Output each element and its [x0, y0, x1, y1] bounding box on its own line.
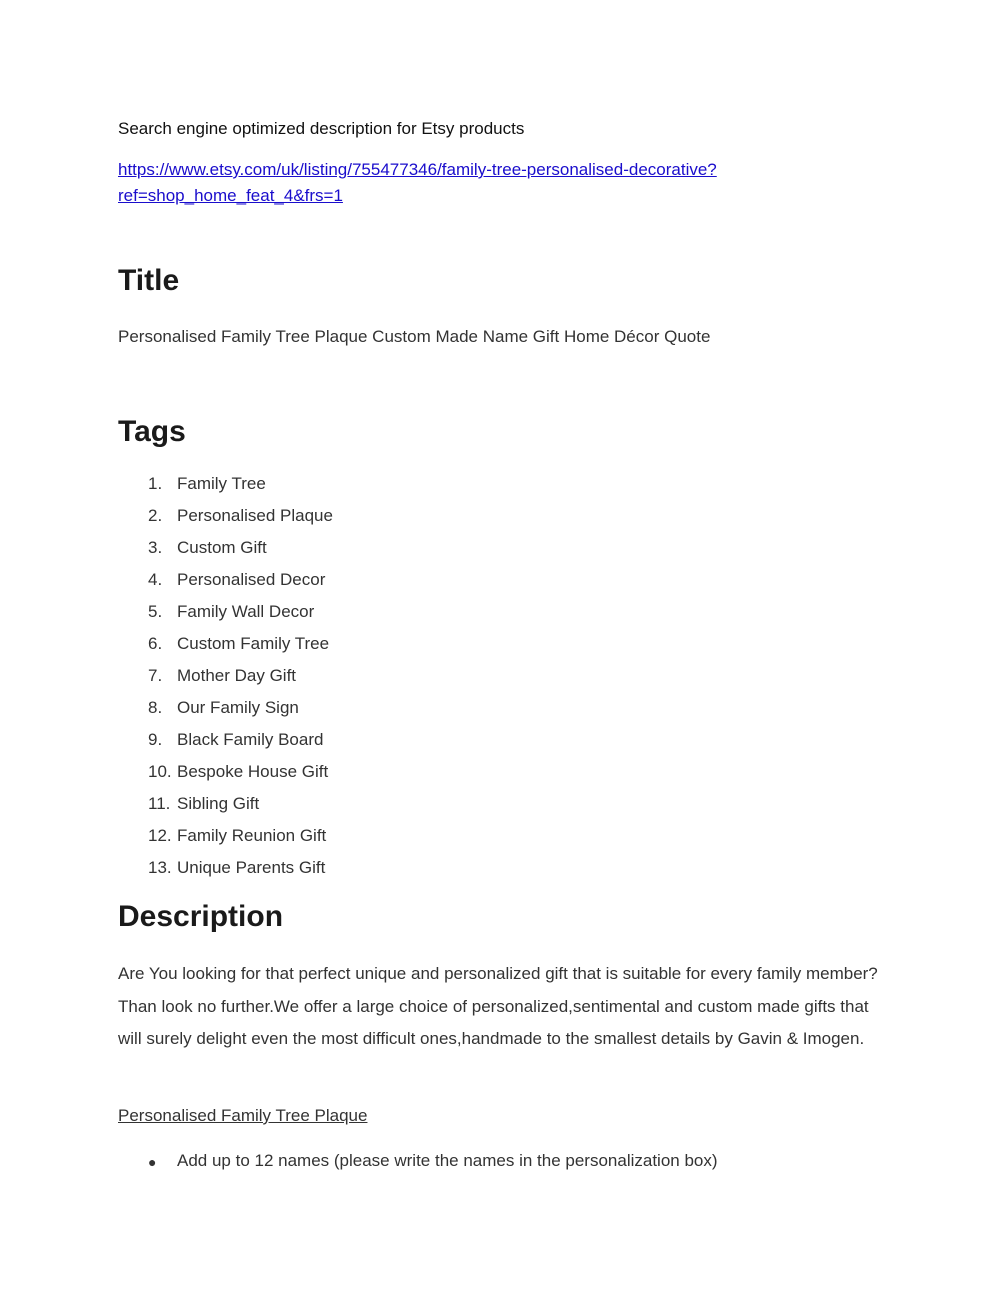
tag-item	[148, 762, 333, 794]
tag-number: 7.	[148, 666, 163, 685]
tag-item	[148, 794, 333, 826]
tag-label: Mother Day Gift	[177, 666, 297, 685]
description-heading: Description	[118, 900, 284, 933]
tag-label: Personalised Plaque	[177, 506, 333, 525]
tag-item	[148, 602, 333, 634]
tag-item	[148, 826, 333, 858]
tag-label: Sibling Gift	[177, 794, 260, 813]
tag-item	[148, 698, 333, 730]
tag-item	[148, 666, 333, 698]
description-text: Are You looking for that perfect unique and personalized gift that is suitable for every family member?Than look no further.We offer a large choice of personalized,sentimental and custom made gifts that will surely delight even the most difficult ones,handmade to the smallest details by Gavin & Imogen.	[118, 964, 878, 1048]
bullet-text: Add up to 12 names (please write the names in the personalization box)	[177, 1151, 718, 1170]
tag-number: 5.	[148, 602, 163, 621]
tag-number: 2.	[148, 506, 163, 525]
tag-label: Bespoke House Gift	[177, 762, 329, 781]
tag-item	[148, 570, 333, 602]
title-text: Personalised Family Tree Plaque Custom Made Name Gift Home Décor Quote	[118, 327, 711, 346]
tag-label: Family Reunion Gift	[177, 826, 327, 845]
bullet-dot-icon: ●	[148, 1154, 157, 1170]
tag-item	[148, 634, 333, 666]
tag-label: Our Family Sign	[177, 698, 299, 717]
tag-number: 10.	[148, 762, 172, 781]
tag-number: 9.	[148, 730, 163, 749]
tag-label: Family Wall Decor	[177, 602, 315, 621]
tag-number: 11.	[148, 794, 171, 813]
tag-number: 13.	[148, 858, 172, 877]
intro-text: Search engine optimized description for Etsy products	[118, 119, 525, 138]
tag-item	[148, 730, 333, 762]
tags-heading: Tags	[118, 415, 186, 448]
tag-number: 8.	[148, 698, 163, 717]
tag-label: Custom Gift	[177, 538, 267, 557]
title-heading: Title	[118, 264, 180, 297]
tag-number: 4.	[148, 570, 163, 589]
bullet-item	[148, 1151, 718, 1173]
tag-number: 1.	[148, 474, 163, 493]
listing-link[interactable]: https://www.etsy.com/uk/listing/755477346/family-tree-personalised-decorative?ref=shop_home_feat_4&frs=1	[118, 160, 717, 205]
tag-number: 6.	[148, 634, 163, 653]
tag-label: Unique Parents Gift	[177, 858, 326, 877]
tag-item	[148, 474, 333, 506]
tag-label: Custom Family Tree	[177, 634, 330, 653]
tag-number: 3.	[148, 538, 163, 557]
tag-item	[148, 858, 333, 890]
tag-item	[148, 506, 333, 538]
tag-label: Black Family Board	[177, 730, 324, 749]
tag-label: Personalised Decor	[177, 570, 326, 589]
tags-list	[148, 474, 333, 890]
product-subheading: Personalised Family Tree Plaque	[118, 1106, 368, 1125]
tag-label: Family Tree	[177, 474, 266, 493]
tag-number: 12.	[148, 826, 172, 845]
tag-item	[148, 538, 333, 570]
